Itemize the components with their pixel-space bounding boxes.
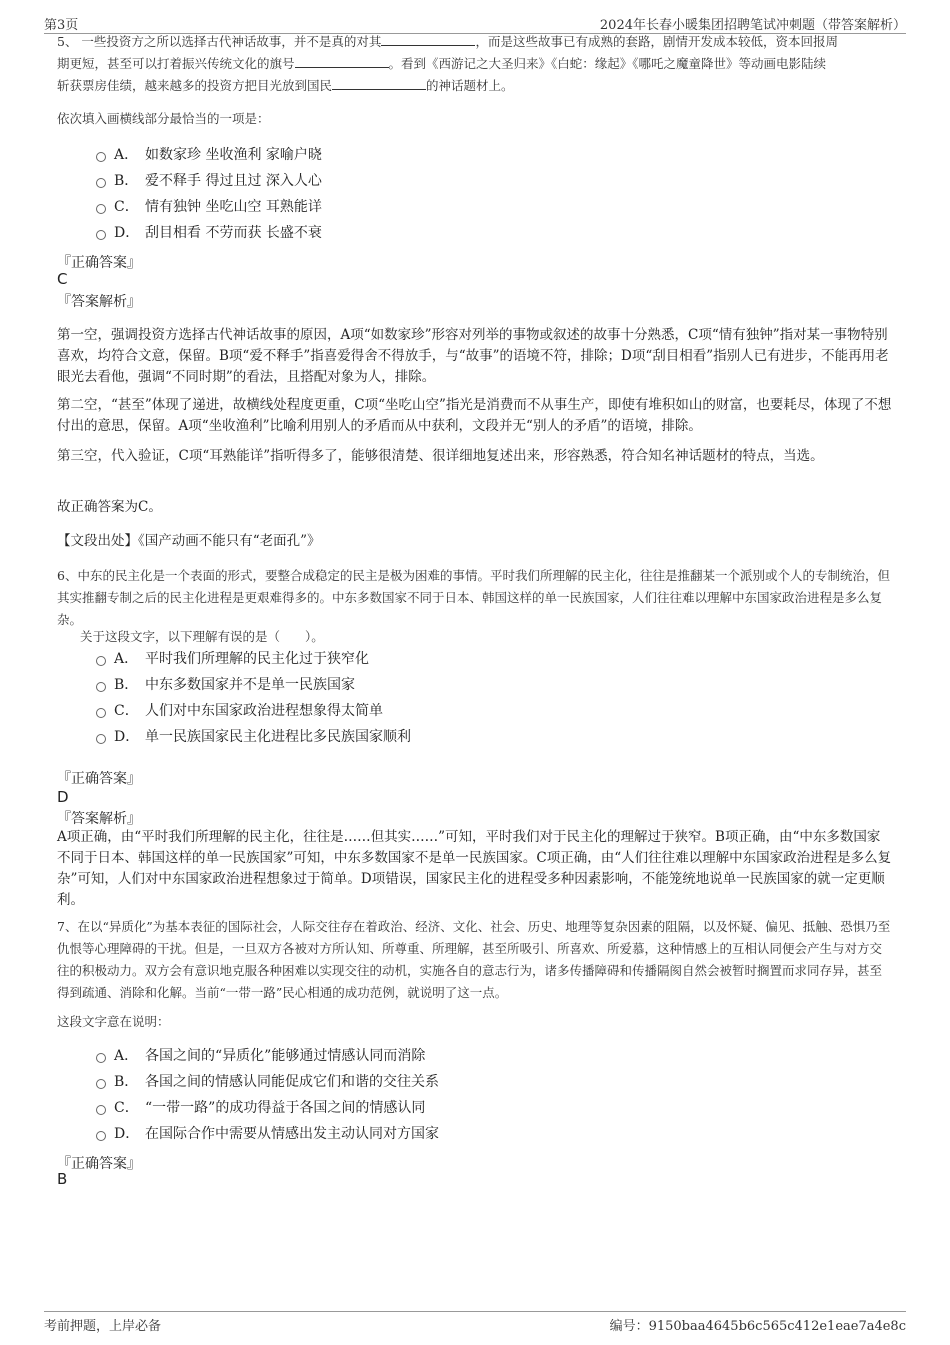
q5-line-2: 期更短，甚至可以打着振兴传统文化的旗号 。看到《西游记之大圣归来》《白蛇：缘起》《哪吒之魔童降世》等动画电影陆续 <box>57 56 827 71</box>
page-header <box>0 0 950 33</box>
q7-answer: B <box>57 1170 68 1188</box>
q6-option-a[interactable]: A． 平时我们所理解的民主化过于狭窄化 <box>96 649 369 669</box>
footer-slogan: 考前押题，上岸必备 <box>44 1319 162 1334</box>
q7-option-b[interactable]: B． 各国之间的情感认同能促成它们和谐的交往关系 <box>96 1072 439 1092</box>
q5-option-a[interactable]: A． 如数家珍 坐收渔利 家喻户晓 <box>96 145 322 165</box>
radio-icon[interactable] <box>96 178 106 188</box>
radio-icon[interactable] <box>96 152 106 162</box>
q7-option-c[interactable]: C． “一带一路”的成功得益于各国之间的情感认同 <box>96 1098 425 1118</box>
q7-prompt: 这段文字意在说明： <box>57 1014 170 1029</box>
q5-stem <box>57 31 893 97</box>
q5-prompt: 依次填入画横线部分最恰当的一项是： <box>57 111 270 126</box>
q5-source: 【文段出处】《国产动画不能只有“老面孔”》 <box>57 533 321 549</box>
q5-line-3: 斩获票房佳绩，越来越多的投资方把目光放到国民 的神话题材上。 <box>57 78 514 93</box>
q5-option-c[interactable]: C． 情有独钟 坐吃山空 耳熟能详 <box>96 197 322 217</box>
q5-analysis-4: 故正确答案为C。 <box>57 499 162 515</box>
radio-icon[interactable] <box>96 656 106 666</box>
blank-1 <box>381 33 475 46</box>
q5-analysis-label: 『答案解析』 <box>57 294 141 310</box>
header-divider <box>44 33 906 34</box>
radio-icon[interactable] <box>96 204 106 214</box>
q6-analysis-label: 『答案解析』 <box>57 811 141 827</box>
q5-analysis-2: 第二空，“甚至”体现了递进，故横线处程度更重，C项“坐吃山空”指光是消费而不从事生产，即使有堆积如山的财富，也要耗尽，体现了不想付出的意思，保留。A项“坐收渔利”比喻利用别人的矛盾而从中获利，文段并无“别人的矛盾”的语境，排除。 <box>57 397 892 434</box>
q6-option-d[interactable]: D． 单一民族国家民主化进程比多民族国家顺利 <box>96 727 411 747</box>
q5-analysis-3: 第三空，代入验证，C项“耳熟能详”指听得多了，能够很清楚、很详细地复述出来，形容熟悉，符合知名神话题材的特点，当选。 <box>57 448 824 464</box>
footer-doc-id: 编号：9150baa4645b6c565c412e1eae7a4e8c <box>609 1319 906 1334</box>
radio-icon[interactable] <box>96 708 106 718</box>
q5-line-1: 5、 一些投资方之所以选择古代神话故事，并不是真的对其 ，而是这些故事已有成熟的套路，剧情开发成本较低，资本回报周 <box>57 34 838 49</box>
radio-icon[interactable] <box>96 1105 106 1115</box>
radio-icon[interactable] <box>96 734 106 744</box>
radio-icon[interactable] <box>96 1053 106 1063</box>
radio-icon[interactable] <box>96 682 106 692</box>
footer-divider <box>44 1311 906 1312</box>
q6-stem: 6、中东的民主化是一个表面的形式，要整合成稳定的民主是极为困难的事情。平时我们所理解的民主化，往往是推翻某一个派别或个人的专制统治，但其实推翻专制之后的民主化进程是更艰难得多的。中东多数国家不同于日本、韩国这样的单一民族国家，人们往往难以理解中东国家政治进程是多么复杂。 <box>57 568 890 627</box>
blank-3 <box>332 77 426 90</box>
radio-icon[interactable] <box>96 1131 106 1141</box>
q5-analysis-1: 第一空，强调投资方选择古代神话故事的原因，A项“如数家珍”形容对列举的事物或叙述的故事十分熟悉，C项“情有独钟”指对某一事物特别喜欢，均符合文意，保留。B项“爱不释手”指喜爱得舍不得放手，与“故事”的语境不符，排除；D项“刮目相看”指别人已有进步，不能再用老眼光去看他，强调“不同时期”的看法，且搭配对象为人，排除。 <box>57 327 889 385</box>
q7-option-a[interactable]: A． 各国之间的“异质化”能够通过情感认同而消除 <box>96 1046 425 1066</box>
q6-answer: D <box>57 788 69 806</box>
q6-prompt: 关于这段文字，以下理解有误的是（ ）。 <box>80 629 324 644</box>
page-number: 第3页 <box>44 18 79 33</box>
q5-option-b[interactable]: B． 爱不释手 得过且过 深入人心 <box>96 171 322 191</box>
q5-answer: C <box>57 270 68 288</box>
radio-icon[interactable] <box>96 230 106 240</box>
q7-answer-label: 『正确答案』 <box>57 1156 141 1172</box>
document-title: 2024年长春小暖集团招聘笔试冲刺题（带答案解析） <box>599 18 906 33</box>
q6-analysis: A项正确，由“平时我们所理解的民主化，往往是……但其实……”可知，平时我们对于民主化的理解过于狭窄。B项正确，由“中东多数国家不同于日本、韩国这样的单一民族国家”可知，中东多数国家不是单一民族国家。C项正确，由“人们往往难以理解中东国家政治进程是多么复杂”可知，人们对中东国家政治进程想象过于简单。D项错误，国家民主化的进程受多种因素影响，不能笼统地说单一民族国家的就一定更顺利。 <box>57 829 892 908</box>
radio-icon[interactable] <box>96 1079 106 1089</box>
q7-option-d[interactable]: D． 在国际合作中需要从情感出发主动认同对方国家 <box>96 1124 439 1144</box>
q6-answer-label: 『正确答案』 <box>57 771 141 787</box>
q6-option-b[interactable]: B． 中东多数国家并不是单一民族国家 <box>96 675 355 695</box>
q6-option-c[interactable]: C． 人们对中东国家政治进程想象得太简单 <box>96 701 383 721</box>
blank-2 <box>295 55 389 68</box>
q5-answer-label: 『正确答案』 <box>57 255 141 271</box>
q7-stem: 7、在以“异质化”为基本表征的国际社会，人际交往存在着政治、经济、文化、社会、历史、地理等复杂因素的阻隔，以及怀疑、偏见、抵触、恐惧乃至仇恨等心理障碍的干扰。但是，一旦双方各被对方所认知、所尊重、所理解，甚至所吸引、所喜欢、所爱慕，这种情感上的互相认同便会产生与对方交往的积极动力。双方会有意识地克服各种困难以实现交往的动机，实施各自的意志行为，诸多传播障碍和传播隔阂自然会被暂时搁置而求同存异，甚至得到疏通、消除和化解。当前“一带一路”民心相通的成功范例，就说明了这一点。 <box>57 919 891 1000</box>
q5-option-d[interactable]: D． 刮目相看 不劳而获 长盛不衰 <box>96 223 322 243</box>
